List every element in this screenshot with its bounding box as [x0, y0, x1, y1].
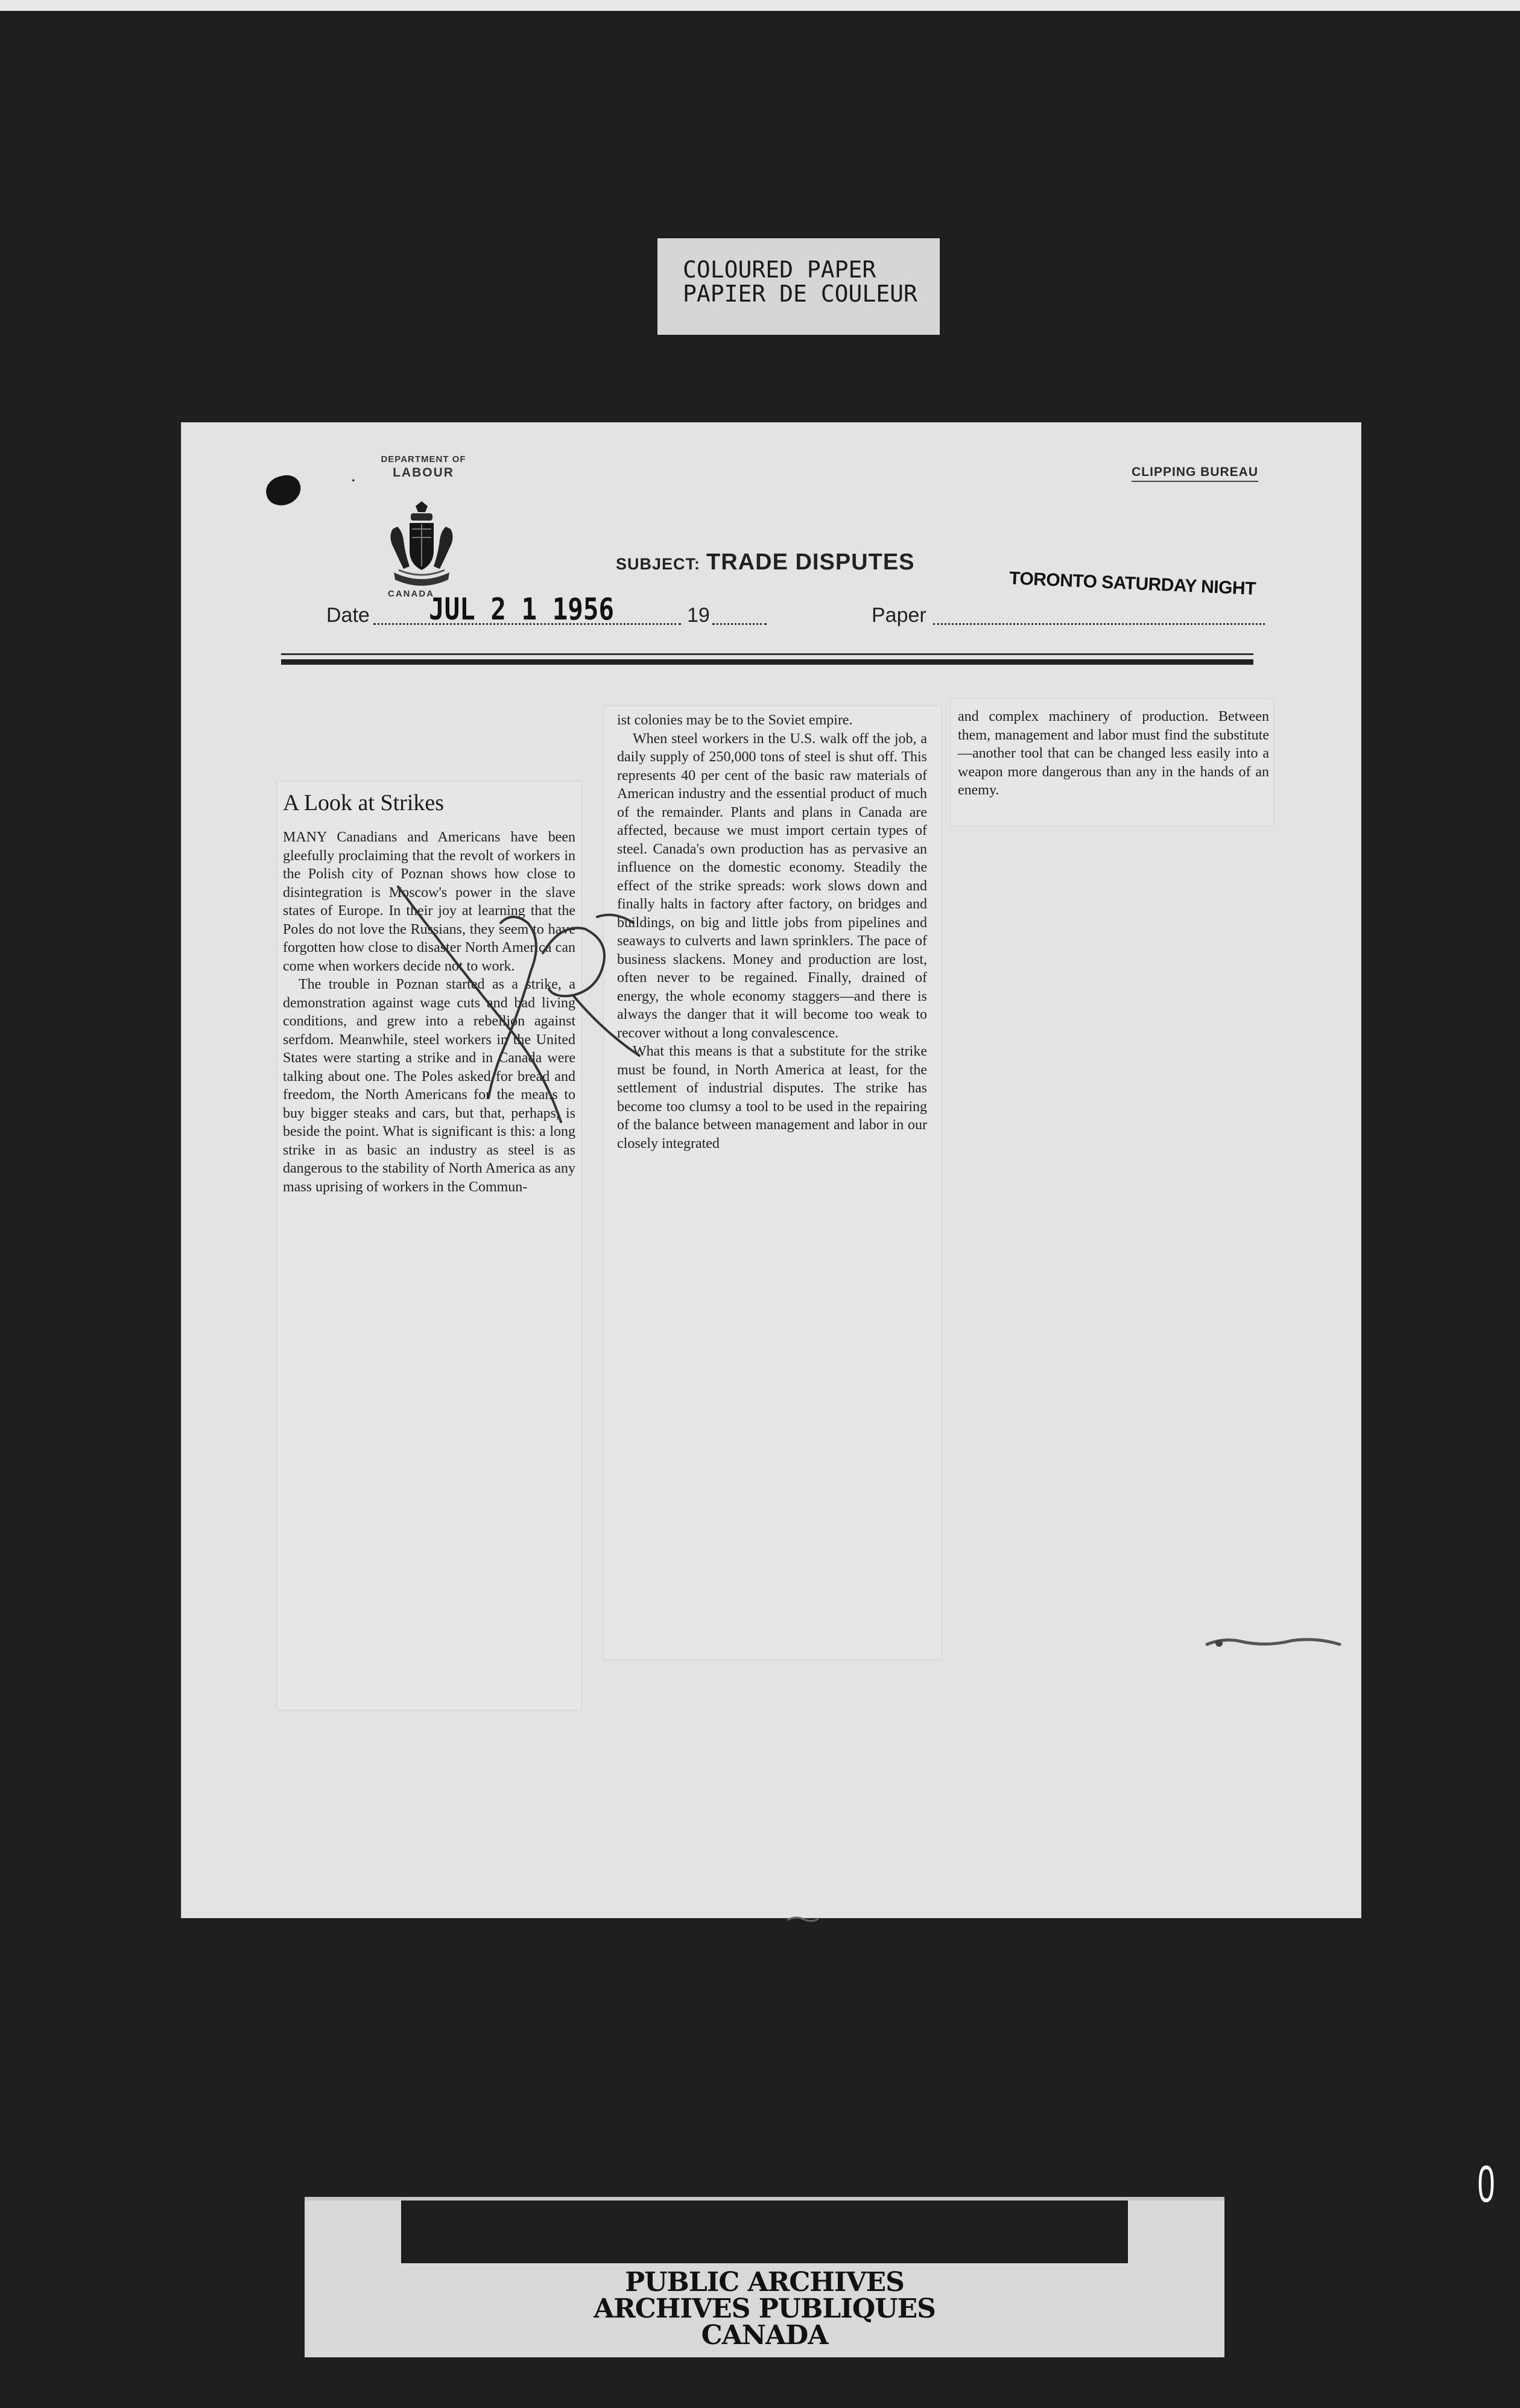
article-paragraph: What this means is that a substitute for the strike must be found, in North America at least, for the settlement of industrial disputes. The strike has become too clumsy a tool to be used in the repairing of the balance between management and labor in our closely integrated — [617, 1044, 927, 1152]
subject-line — [616, 550, 915, 575]
paper-stamp: TORONTO SATURDAY NIGHT — [1009, 568, 1256, 599]
pencil-annotation — [362, 875, 676, 1134]
date-stamp: JUL 2 1 1956 — [429, 592, 615, 627]
header-rule-thick — [281, 659, 1253, 665]
department-header — [366, 454, 481, 480]
department-line1: DEPARTMENT OF — [381, 454, 466, 464]
coloured-paper-label — [657, 238, 940, 335]
pencil-smudge — [1201, 1626, 1346, 1656]
frame-mark: 0 — [1477, 2155, 1495, 2213]
clipping-bureau-label: CLIPPING BUREAU — [1132, 465, 1258, 482]
archives-text — [305, 2269, 1224, 2349]
date-label: Date — [326, 604, 370, 627]
article-paragraph: When steel workers in the U.S. walk off the job, a daily supply of 250,000 tons of steel is shut off. This represents 40 per cent of the basic raw materials of American industry and the essential product of much of the remainder. Plants and plans in Canada are affected, because we must import certain types of steel. Canada's own production has as pervasive an influence on the domestic economy. Steadily the effect of the strike spreads: work slows down and finally halts in factory after factory, on bridges and buildings, on big and little jobs from pipelines and seaways to culverts and lawn sprinklers. The pace of business slackens. Money and production are lost, often never to be regained. Finally, drained of energy, the whole economy staggers—and there is always the danger that it will become too weak to recover without a long convalescence. — [617, 730, 927, 1041]
subject-label: SUBJECT: — [616, 555, 701, 573]
article-paragraph: and complex machinery of production. Between them, management and labor must find the substitute—another tool that can be changed less easily into a weapon more dangerous than any in the hands of an enemy. — [958, 709, 1269, 798]
year-dotted-line — [712, 623, 767, 625]
clipping-sheet — [181, 422, 1361, 1918]
country-label: CANADA — [388, 589, 434, 599]
coat-of-arms-icon — [385, 501, 458, 592]
article-headline: A Look at Strikes — [283, 790, 445, 816]
archives-line2: ARCHIVES PUBLIQUES — [594, 2293, 936, 2324]
paper-dotted-line — [933, 623, 1265, 625]
archives-line1: PUBLIC ARCHIVES — [625, 2267, 904, 2298]
film-edge — [0, 0, 1520, 11]
year-prefix: 19 — [687, 604, 710, 627]
small-mark — [785, 1913, 821, 1925]
article-paragraph: ist colonies may be to the Soviet empire. — [617, 712, 853, 728]
bullet-mark: • — [352, 476, 355, 486]
article-column-3 — [951, 699, 1273, 826]
ink-blot — [263, 472, 304, 509]
article-column-2 — [604, 706, 942, 1659]
article-paragraph: The trouble in Poznan started as a strike, a demonstration against wage cuts and bad living conditions, and grew into a rebellion against serfdom. Meanwhile, steel workers in the United States were starting a strike and in Canada were talking about one. The Poles asked for bread and freedom, the North Americans for the means to buy bigger steaks and cars, but that, perhaps, is beside the point. What is significant is this: a long strike in as basic an industry as steel is as dangerous to the stability of North America as any mass uprising of workers in the Commun- — [283, 977, 575, 1195]
archives-line3: CANADA — [701, 2320, 828, 2351]
department-line2: LABOUR — [393, 466, 454, 480]
paper-label: Paper — [872, 604, 926, 627]
header-rule-thin — [281, 653, 1253, 655]
color-label-line2: PAPIER DE COULEUR — [683, 280, 917, 307]
subject-value: TRADE DISPUTES — [706, 550, 915, 575]
color-label-line1: COLOURED PAPER — [683, 256, 876, 283]
article-paragraph: MANY Canadians and Americans have been gleefully proclaiming that the revolt of workers in the Polish city of Poznan shows how close to disintegration is Moscow's power in the slave states of Europe. In their joy at learning that the Poles do not love the Russians, they seem to have forgotten how close to disaster North America can come when workers decide not to work. — [283, 829, 575, 974]
